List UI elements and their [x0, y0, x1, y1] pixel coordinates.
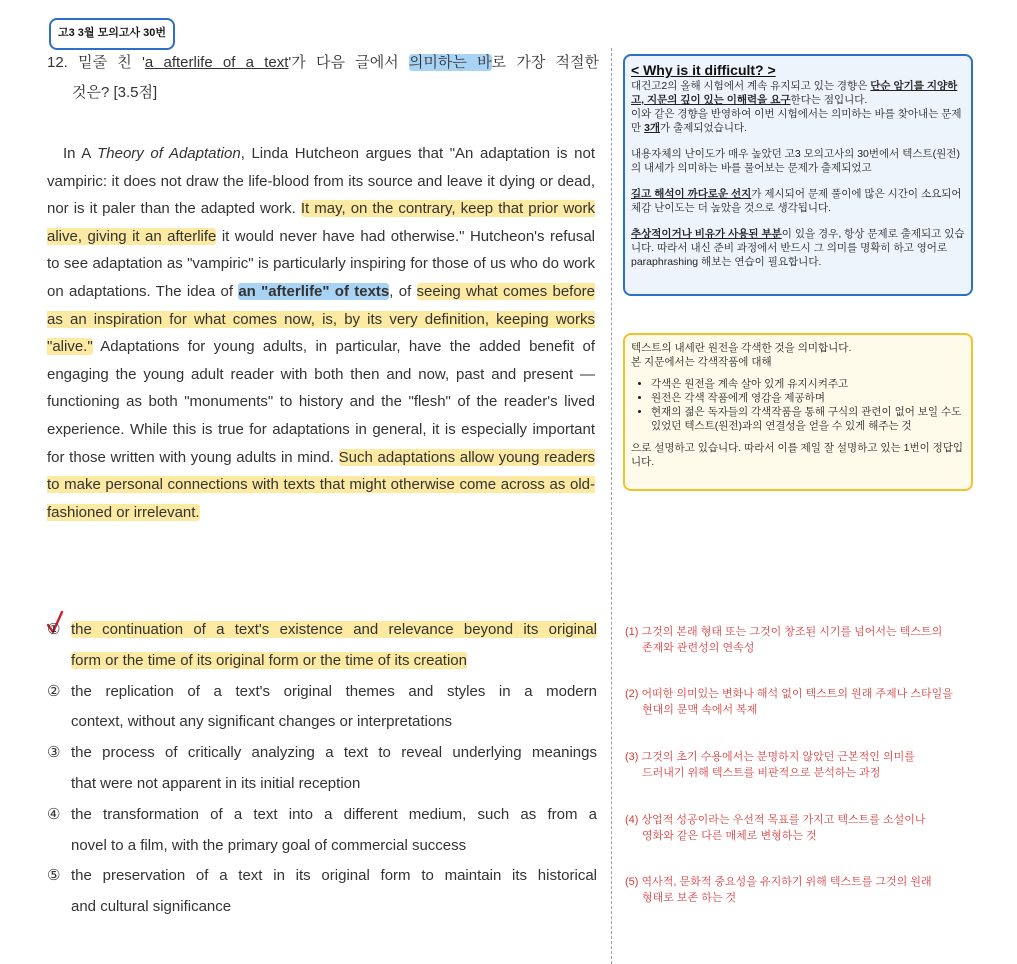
option-4-line1: the transformation of a text into a different medium, such as from a [71, 805, 597, 823]
why-para-3: 길고 해석이 까다로운 선지가 제시되어 문제 풀이에 많은 시간이 소요되어 체감 난이도는 더 높았을 것으로 생각됩니다. [631, 188, 962, 214]
translation-2: (2) 어떠한 의미있는 변화나 해석 없이 텍스트의 원래 주제나 스타일을 현대의 문맥 속에서 복제 [625, 688, 953, 716]
option-3[interactable]: ③ the process of critically analyzing a text to reveal underlying meanings that were not apparent in its initial reception [47, 738, 597, 800]
highlight-connection-sentence: Such adaptations allow young readers to make personal connections with texts that might otherwise come across as old-fashioned or irrelevant. [47, 448, 595, 521]
translation-1: (1) 그것의 본래 형태 또는 그것이 창조된 시기를 넘어서는 텍스트의 존재와 관련성의 연속성 [625, 626, 943, 654]
highlight-inspiration-sentence: seeing what comes before as an inspiration for what comes now, is, by its very definition, keeping works "alive." [47, 282, 596, 356]
translation-3: (3) 그것의 초기 수용에서는 분명하지 않았던 근본적인 의미를 드러내기 위해 텍스트를 비판적으로 분석하는 과정 [625, 751, 915, 779]
option-4[interactable]: ④ the transformation of a text into a different medium, such as from a novel to a film, with the primary goal of commercial success [47, 800, 597, 862]
note-bullet: • 원전은 각색 작품에게 영감을 제공하며 [651, 391, 967, 405]
highlight-afterlife-sentence: It may, on the contrary, keep that prior work alive, giving it an afterlife [47, 200, 595, 245]
option-1-line2: form or the time of its original form or the time of its creation [71, 651, 467, 669]
option-2-line2: context, without any significant changes or interpretations [71, 713, 453, 731]
question-stem: 12. 밑줄 친 'a afterlife of a text'가 다음 글에서 의미하는 바로 가장 적절한 [47, 54, 600, 71]
why-para-2: 내용자체의 난이도가 매우 높았던 고3 모의고사의 30번에서 텍스트(원전)의 내세가 의미하는 바를 물어보는 문제가 출제되었고 [631, 148, 960, 174]
option-4-line2: novel to a film, with the primary goal of commercial success [71, 836, 467, 854]
underlined-phrase: a afterlife of a text [144, 54, 289, 71]
option-2-line1: the replication of a text's original themes and styles in a modern [71, 682, 597, 700]
note-bullet: • 현재의 젊은 독자들의 각색작품을 통해 구식의 관련이 없어 보일 수도 있었던 텍스트(원전)과의 연결성을 얻을 수 있게 해주는 것 [651, 405, 967, 433]
question-stem-line2: 것은? [3.5점] [72, 84, 158, 101]
note-outro: 으로 설명하고 있습니다. 따라서 이를 제일 잘 설명하고 있는 1번이 정답입니다. [631, 442, 964, 468]
translation-5: (5) 역사적, 문화적 중요성을 유지하기 위해 텍스트를 그것의 원래 형태로 보존 하는 것 [625, 876, 932, 904]
option-1-line1: the continuation of a text's existence and relevance beyond its original [71, 621, 597, 638]
highlighted-phrase: 의미하는 바 [408, 54, 492, 71]
option-5[interactable]: ⑤ the preservation of a text in its original form to maintain its historical and cultural significance [47, 861, 597, 923]
option-5-line2: and cultural significance [71, 898, 232, 916]
option-2[interactable]: ② the replication of a text's original themes and styles in a modern context, without any significant changes or interpretations [47, 677, 597, 739]
translation-4: (4) 상업적 성공이라는 우선적 목표를 가지고 텍스트를 소설이나 영화와 같은 다른 매체로 변형하는 것 [625, 814, 926, 842]
option-3-line2: that were not apparent in its initial reception [71, 774, 361, 792]
why-para-1: 대건고2의 올해 시험에서 계속 유지되고 있는 경향은 단순 암기를 지양하고, 지문의 깊이 있는 이해력을 요구한다는 점입니다. 이와 같은 경향을 반영하여 이번 시험에서는 의미하는 바를 찾아내는 문제만 3개가 출제되었습니다. [631, 80, 962, 134]
note-bullets [631, 377, 967, 433]
why-box-title: < Why is it difficult? > [631, 62, 776, 78]
note-intro-1: 텍스트의 내세란 원전을 각색한 것을 의미합니다. [631, 342, 852, 354]
exam-source-tag: 고3 3월 모의고사 30번 [49, 18, 175, 50]
explanation-box [623, 333, 973, 491]
why-para-4: 추상적이거나 비유가 사용된 부분이 있을 경우, 항상 문제로 출제되고 있습니다. 따라서 내신 준비 과정에서 반드시 그 의미를 명확히 하고 영어로 paraphrashing 해보는 연습이 필요합니다. [631, 228, 965, 268]
question [47, 48, 599, 108]
reading-passage: In A Theory of Adaptation, Linda Hutcheon argues that "An adaptation is not vampiric: it does not draw the life-blood from its source and leave it dying or dead, nor is it paler than the adapted work. It may, on the contrary, keep that prior work alive, giving it an afterlife it would never have had otherwise." Hutcheon's refusal to see adaptation as "vampiric" is particularly inspiring for those of us who do work on adaptations. The idea of an "afterlife" of texts, of seeing what comes before as an inspiration for what comes now, is, by its very definition, keeping works "alive." Adaptations for young adults, in particular, have the added benefit of engaging the young adult reader with both then and now, past and present — functioning as both "monuments" to history and the "flesh" of the reader's lived experience. While this is true for adaptations in general, it is especially important for those written with young adults in mind. Such adaptations allow young readers to make personal connections with texts that might otherwise come across as old-fashioned or irrelevant. [47, 145, 596, 521]
option-1[interactable]: ① the continuation of a text's existence and relevance beyond its original form or the time of its original form or the time of its creation [47, 615, 597, 677]
option-5-line1: the preservation of a text in its original form to maintain its historical [71, 867, 597, 885]
why-difficult-box [623, 54, 973, 296]
option-3-line1: the process of critically analyzing a text to reveal underlying meanings [71, 744, 597, 762]
highlight-afterlife-of-texts: an "afterlife" of texts [238, 282, 390, 300]
column-divider [611, 48, 612, 964]
answer-options [47, 615, 597, 923]
note-bullet: • 각색은 원전을 계속 살아 있게 유지시켜주고 [651, 377, 967, 391]
note-intro-2: 본 지문에서는 각색작품에 대해 [631, 356, 772, 368]
